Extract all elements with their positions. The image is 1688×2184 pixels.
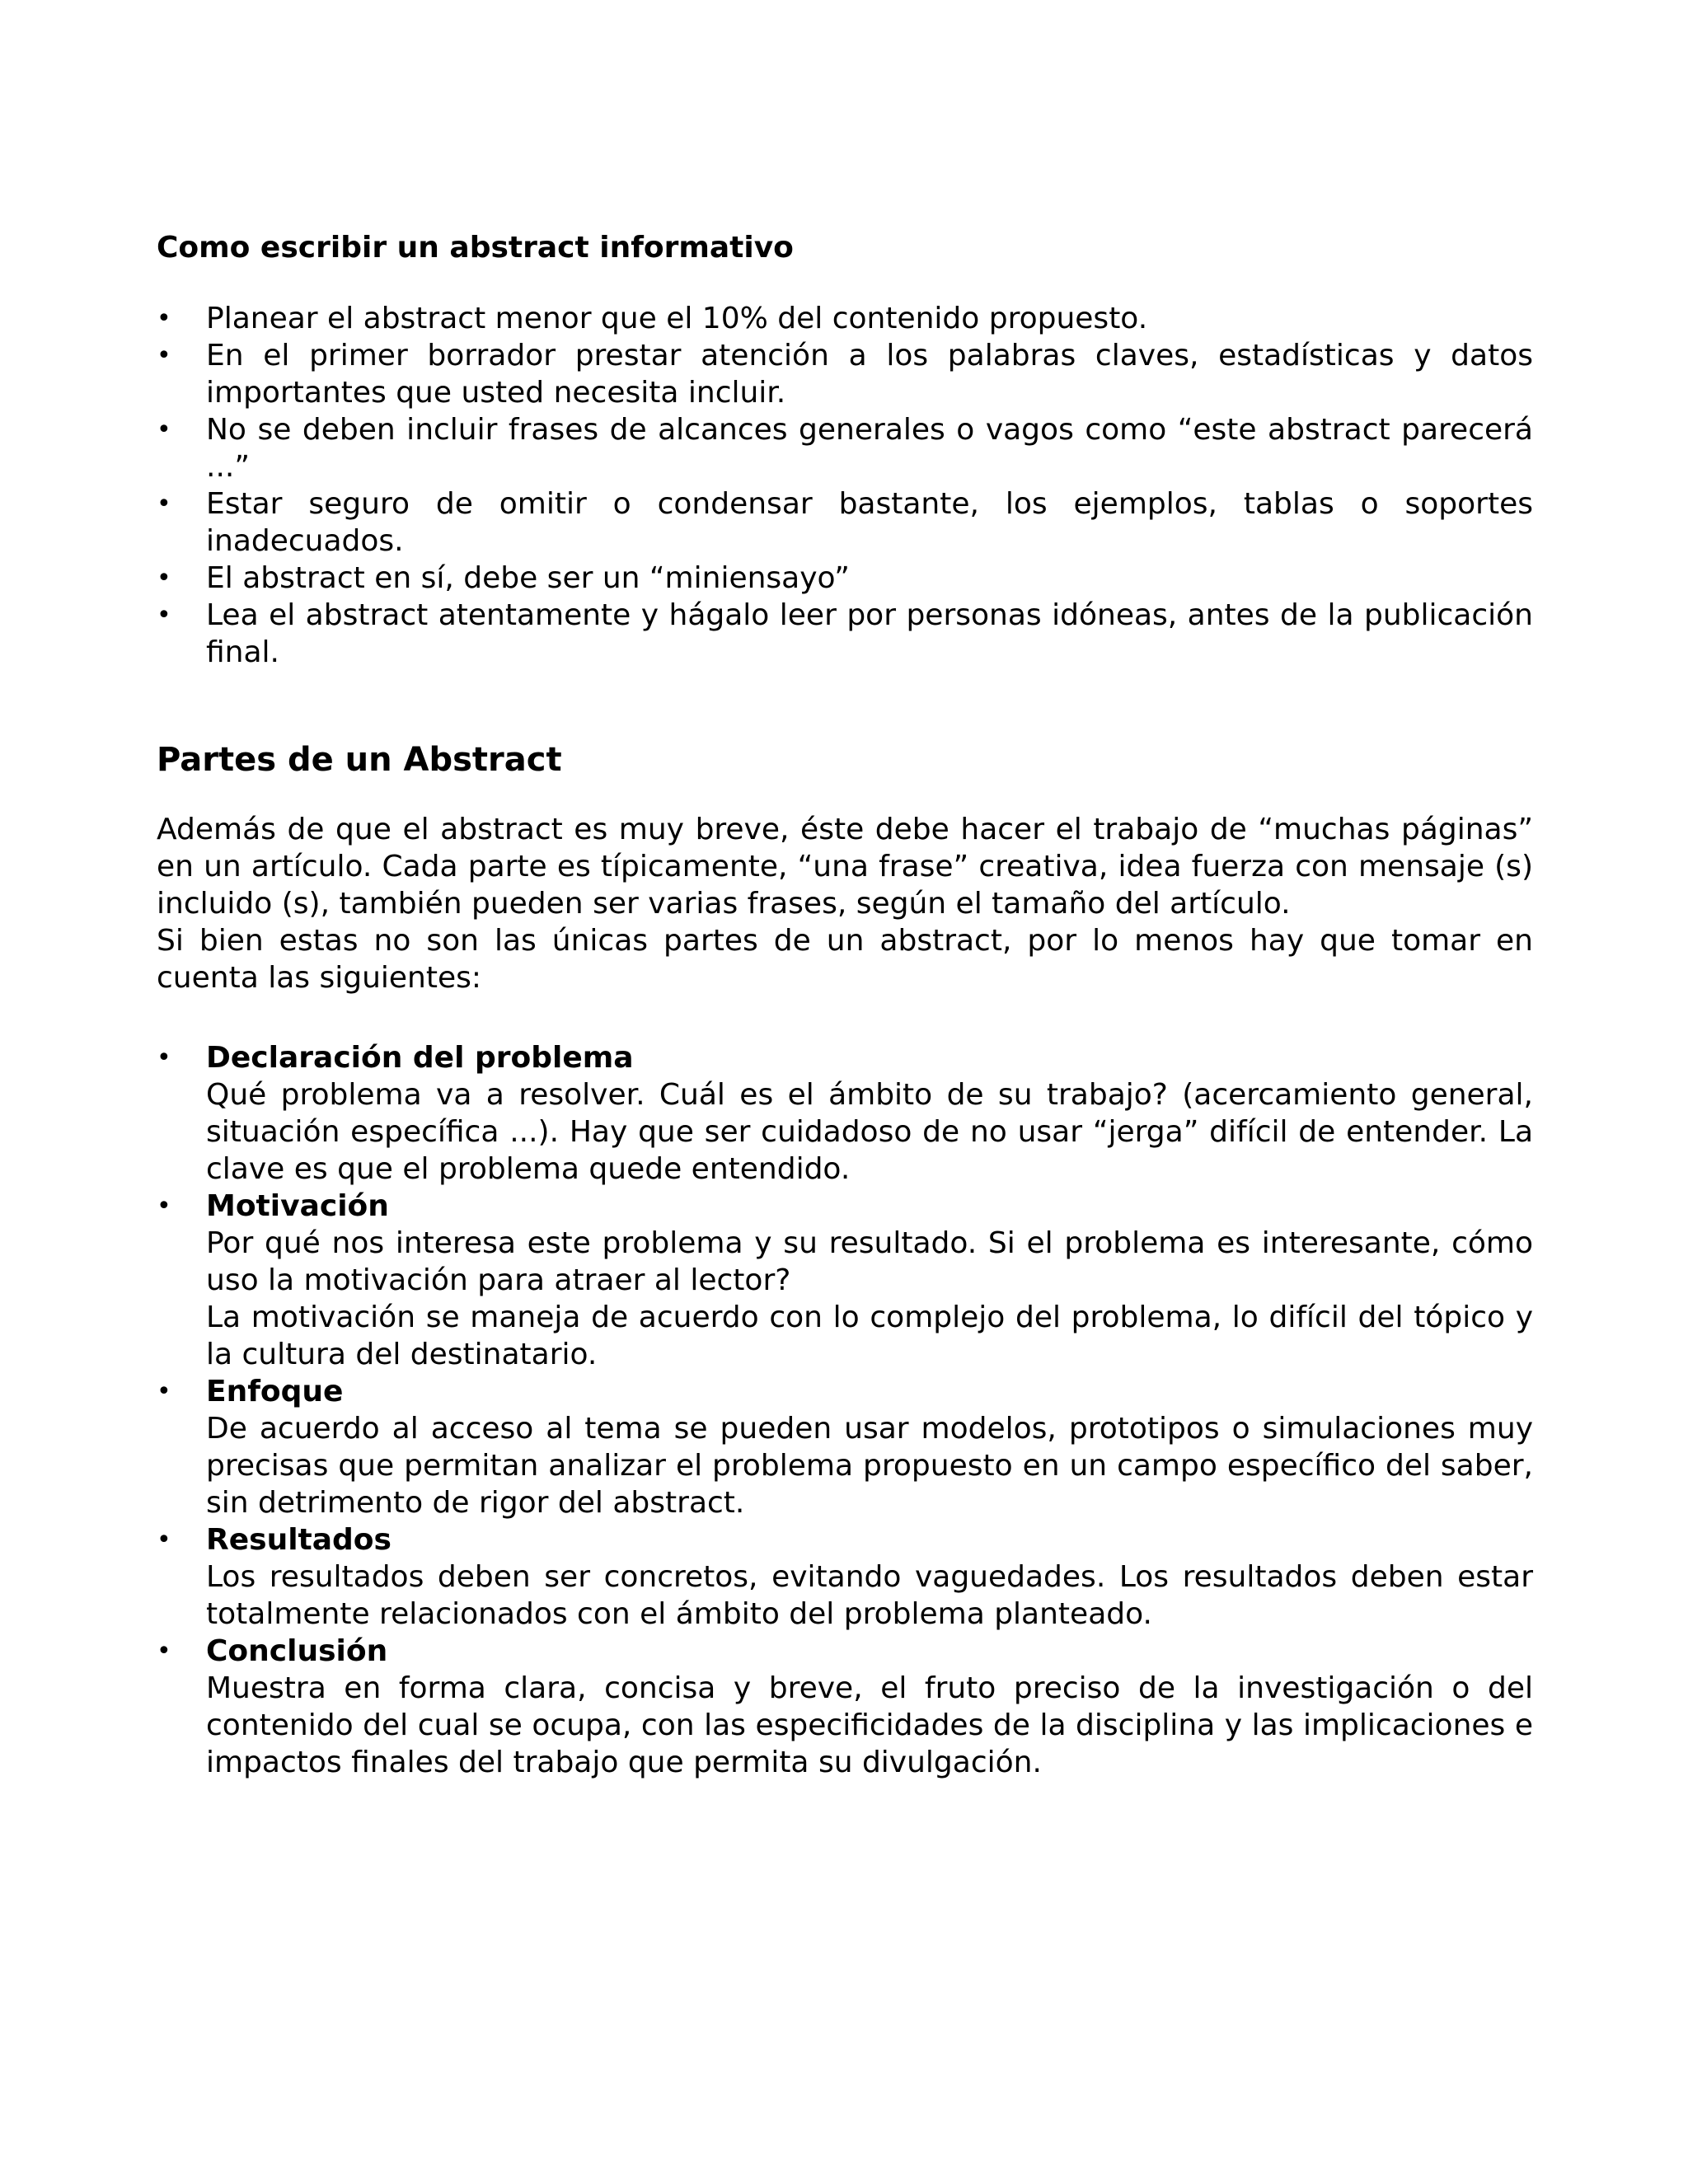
bullet-icon: • [157,304,171,333]
part-text: Muestra en forma clara, concisa y breve, el fruto preciso de la investigación o del contenido del cual se ocupa, con las especificidades de la disciplina y las implicaciones e impactos finales del trabajo que permita su divulgación. [206,1671,1533,1779]
part-text: Los resultados deben ser concretos, evitando vaguedades. Los resultados deben estar totalmente relacionados con el ámbito del problema planteado. [206,1560,1533,1631]
document-page [157,229,1533,1781]
part-heading: Enfoque [206,1375,344,1408]
bullet-icon: • [157,1637,171,1666]
list-item [157,485,1533,560]
list-item-text: Estar seguro de omitir o condensar bastante, los ejemplos, tablas o soportes inadecuados. [206,487,1533,558]
bullet-icon: • [157,1526,171,1554]
bullet-icon: • [157,1377,171,1406]
list-item [157,1521,1533,1633]
list-item [157,1633,1533,1781]
parts-list [157,1039,1533,1781]
bullet-icon: • [157,1043,171,1072]
bullet-icon: • [157,415,171,444]
list-item-text: En el primer borrador prestar atención a los palabras claves, estadísticas y datos importantes que usted necesita incluir. [206,339,1533,410]
list-item [157,337,1533,411]
part-text: Por qué nos interesa este problema y su resultado. Si el problema es interesante, cómo uso la motivación para atraer al lector? [206,1226,1533,1297]
intro-paragraph [157,811,1533,996]
list-item [157,411,1533,485]
list-item-text: No se deben incluir frases de alcances generales o vagos como “este abstract parecerá ...” [206,413,1533,484]
list-item [157,597,1533,671]
bullet-icon: • [157,601,171,630]
section-title-parts: Partes de un Abstract [157,741,562,779]
part-text: Qué problema va a resolver. Cuál es el ámbito de su trabajo? (acercamiento general, situación específica ...). Hay que ser cuidadoso de no usar “jerga” difícil de entender. La clave es que el problema quede entendido. [206,1078,1533,1186]
list-item-text: Lea el abstract atentamente y hágalo leer por personas idóneas, antes de la publicación final. [206,598,1533,669]
list-item-text: El abstract en sí, debe ser un “miniensayo” [206,561,850,595]
bullet-icon: • [157,341,171,370]
tips-list [157,300,1533,671]
intro-text-2: Si bien estas no son las únicas partes de un abstract, por lo menos hay que tomar en cuenta las siguientes: [157,924,1533,995]
section-title-how-to-write: Como escribir un abstract informativo [157,231,794,265]
bullet-icon: • [157,1192,171,1221]
part-heading: Resultados [206,1523,392,1557]
part-heading: Motivación [206,1189,389,1223]
part-text-continued: La motivación se maneja de acuerdo con lo complejo del problema, lo difícil del tópico y la cultura del destinatario. [206,1301,1533,1371]
part-text: De acuerdo al acceso al tema se pueden usar modelos, prototipos o simulaciones muy precisas que permitan analizar el problema propuesto en un campo específico del saber, sin detrimento de rigor del abstract. [206,1412,1533,1520]
list-item-text: Planear el abstract menor que el 10% del contenido propuesto. [206,302,1148,335]
list-item [157,1188,1533,1373]
part-heading: Conclusión [206,1634,388,1668]
list-item [157,560,1533,597]
part-heading: Declaración del problema [206,1041,634,1075]
bullet-icon: • [157,490,171,518]
list-item [157,300,1533,337]
intro-text-1: Además de que el abstract es muy breve, éste debe hacer el trabajo de “muchas páginas” en un artículo. Cada parte es típicamente, “una frase” creativa, idea fuerza con mensaje (s) incluido (s), también pueden ser varias frases, según el tamaño del artículo. [157,813,1533,921]
list-item [157,1039,1533,1188]
bullet-icon: • [157,564,171,593]
list-item [157,1373,1533,1521]
